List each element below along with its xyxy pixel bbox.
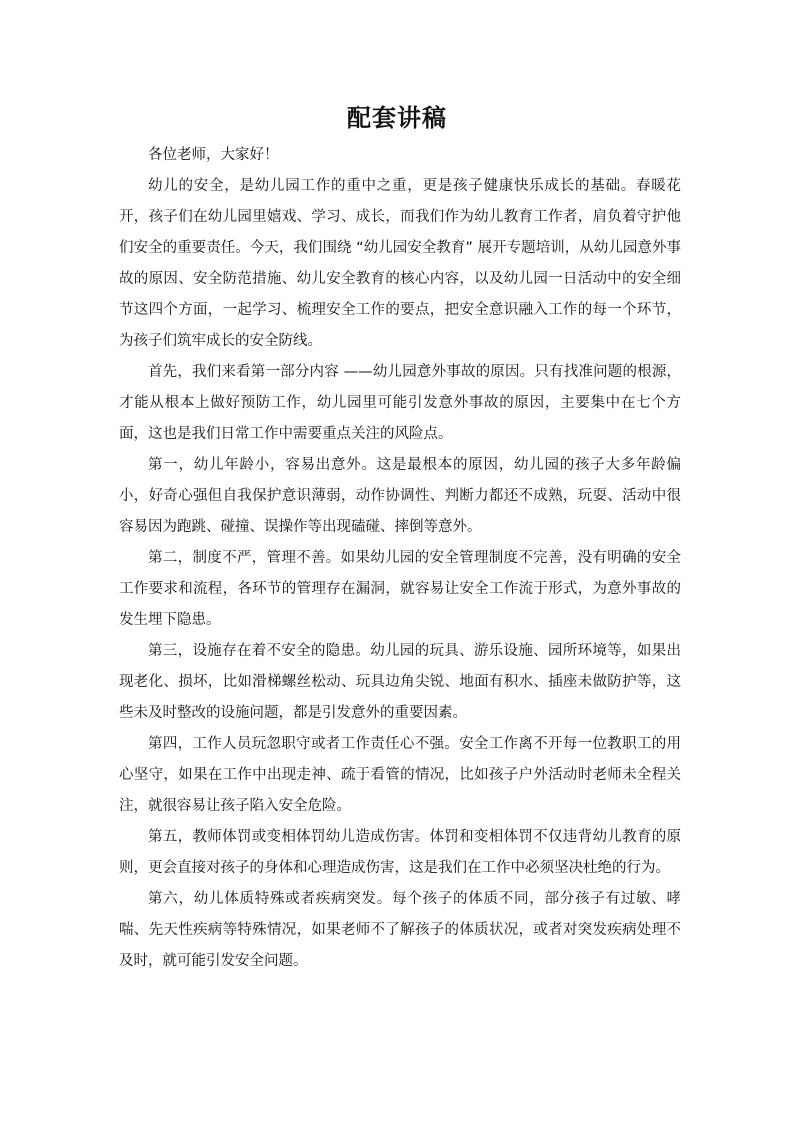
paragraph-text: 体罚和变相体罚不仅违背幼儿教育的原则，更会直接对孩子的身体和心理造成伤害，这是我们在工作中必须坚决杜绝的行为。 — [119, 829, 682, 876]
greeting: 各位老师，大家好！ — [148, 147, 279, 163]
paragraph-reason-1 — [119, 450, 681, 543]
paragraph-part-one — [119, 357, 681, 450]
paragraph-reason-6 — [119, 884, 681, 977]
paragraph-text: 幼儿园的玩具、游乐设施、园所环境等，如果出现老化、损坏，比如滑梯螺丝松动、玩具边角尖锐、地面有积水、插座未做防护等，这些未及时整改的设施问题，都是引发意外的重要因素。 — [119, 643, 682, 721]
document-body — [119, 140, 681, 977]
paragraph-lead: 第一，幼儿年龄小，容易出意外。 — [148, 457, 377, 473]
paragraph-text: 安全工作离不开每一位教职工的用心坚守，如果在工作中出现走神、疏于看管的情况，比如孩子户外活动时老师未全程关注，就很容易让孩子陷入安全危险。 — [119, 736, 682, 814]
paragraph-lead: 第六，幼儿体质特殊或者疾病突发。 — [148, 891, 392, 907]
paragraph-text: 幼儿的安全，是幼儿园工作的重中之重，更是孩子健康快乐成长的基础。春暖花开，孩子们在幼儿园里嬉戏、学习、成长，而我们作为幼儿教育工作者，肩负着守护他们安全的重要责任。今天，我们围绕 “幼儿园安全教育” 展开专题培训，从幼儿园意外事故的原因、安全防范措施、幼儿安全教育的核心内容，以及幼儿园一日活动中的安全细节这四个方面，一起学习、梳理安全工作的要点，把安全意识融入工作的每一个环节，为孩子们筑牢成长的安全防线。 — [119, 178, 681, 349]
page-title: 配套讲稿 — [347, 103, 447, 132]
paragraph-reason-2 — [119, 543, 681, 636]
paragraph-intro — [119, 171, 681, 357]
paragraph-lead: 第三，设施存在着不安全的隐患。 — [148, 643, 371, 659]
paragraph-text: 每个孩子的体质不同，部分孩子有过敏、哮喘、先天性疾病等特殊情况，如果老师不了解孩子的体质状况，或者对突发疾病处理不及时，就可能引发安全问题。 — [119, 891, 681, 969]
paragraph-lead: 第五，教师体罚或变相体罚幼儿造成伤害。 — [148, 829, 430, 845]
paragraph-lead: 第二，制度不严，管理不善。 — [148, 550, 341, 566]
paragraph-reason-3 — [119, 636, 681, 729]
paragraph-text: 这是最根本的原因，幼儿园的孩子大多年龄偏小，好奇心强但自我保护意识薄弱，动作协调性、判断力都还不成熟，玩耍、活动中很容易因为跑跳、碰撞、误操作等出现磕碰、摔倒等意外。 — [119, 457, 681, 535]
paragraph-text: 首先，我们来看第一部分内容 ——幼儿园意外事故的原因。只有找准问题的根源，才能从根本上做好预防工作，幼儿园里可能引发意外事故的原因，主要集中在七个方面，这也是我们日常工作中需要重点关注的风险点。 — [119, 364, 681, 442]
paragraph-text: 如果幼儿园的安全管理制度不完善，没有明确的安全工作要求和流程，各环节的管理存在漏洞，就容易让安全工作流于形式，为意外事故的发生埋下隐患。 — [119, 550, 682, 628]
paragraph-reason-5 — [119, 822, 681, 884]
paragraph-reason-4 — [119, 729, 681, 822]
paragraph-lead: 第四，工作人员玩忽职守或者工作责任心不强。 — [148, 736, 460, 752]
